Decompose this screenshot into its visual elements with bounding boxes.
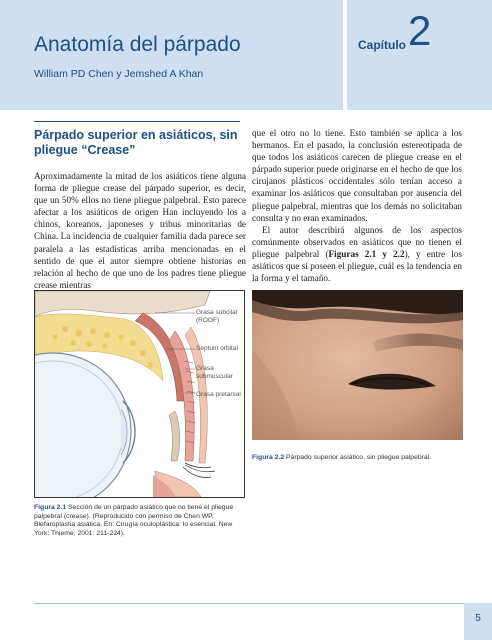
figure-1-caption bbox=[34, 504, 243, 538]
figure-2-caption-text: Párpado superior asiático, sin pliegue palpebral. bbox=[286, 454, 432, 461]
figure-eyelid-photo bbox=[252, 290, 463, 440]
section-rule bbox=[34, 121, 240, 122]
chapter-authors: William PD Chen y Jemshed A Khan bbox=[34, 68, 204, 80]
label-septum-orbital: Septum orbital bbox=[196, 345, 238, 352]
figure-2-caption-label: Figura 2.2 bbox=[252, 454, 285, 461]
chapter-number: 2 bbox=[408, 7, 432, 54]
body-column-right bbox=[252, 127, 462, 284]
figure-2-caption bbox=[252, 454, 463, 463]
label-grasa-subcilar: Grasa subcilar (ROOF) bbox=[196, 309, 238, 324]
eyelid-photo-illustration bbox=[252, 290, 463, 440]
paragraph-2 bbox=[252, 224, 462, 284]
page-number: 5 bbox=[475, 613, 481, 624]
paragraph-1-continued: que el otro no lo tiene. Esto también se aplica a los hermanos. En el pasado, la conclusión estereotipada de que todos los asiáticos carecen de pliegue crease en el párpado superior puede originarse en el hecho de que los cirujanos plásticos occidentales sólo tenían acceso a examinar los asiáticos que consultaban por ausencia del pliegue palpebral, mientras que los demás no solicitaban consulta y no eran examinados. bbox=[252, 128, 462, 223]
figure-reference: Figuras 2.1 y 2.2 bbox=[328, 248, 405, 259]
footer-rule bbox=[34, 603, 464, 604]
header-divider bbox=[343, 0, 347, 110]
label-grasa-pretarsal: Grasa pretarsal bbox=[196, 391, 241, 398]
paragraph-2-end: ), y entre los asiáticos que sí poseen el pliegue, cuál es la tendencia en la forma y el tamaño. bbox=[252, 248, 462, 284]
label-grasa-submuscular: Grasa submuscular bbox=[196, 365, 233, 380]
chapter-title: Anatomía del párpado bbox=[34, 33, 241, 56]
chapter-label: Capítulo bbox=[358, 38, 406, 52]
section-title: Párpado superior en asiáticos, sin pliegue “Crease” bbox=[34, 128, 238, 157]
figure-1-caption-text: Sección de un párpado asiático que no tiene el pliegue palpebral (crease). (Reproducido con permiso de Chen WP, Blefaroplastia asiática. En: Cirugía oculoplástica: lo esencial. New York: Thieme; 2001: 211-224). bbox=[34, 504, 234, 537]
paragraph-1: Aproximadamente la mitad de los asiáticos tiene alguna forma de pliegue crease del párpado superior, es decir, que un 50% ellos no tiene pliegue palpebral. Esto parece afectar a los asiáticos de origen Han incluyendo los a chinos, koreanos, japoneses y tribus minoritarias de China. La incidencia de cualquier familia dada parece ser paralela a las estadísticas arriba mencionadas en el sentido de que el autor siempre obtiene historias en relación al hecho de que uno de los padres tiene pliegue crease mientras bbox=[34, 171, 246, 290]
paragraph-2-start: El autor describirá algunos de los aspectos comúnmente observados en asiáticos que no tienen el pliegue palpebral ( bbox=[252, 224, 462, 259]
figure-1-caption-label: Figura 2.1 bbox=[34, 504, 67, 511]
figure-eyelid-section bbox=[34, 290, 245, 498]
body-column-left bbox=[34, 170, 246, 291]
